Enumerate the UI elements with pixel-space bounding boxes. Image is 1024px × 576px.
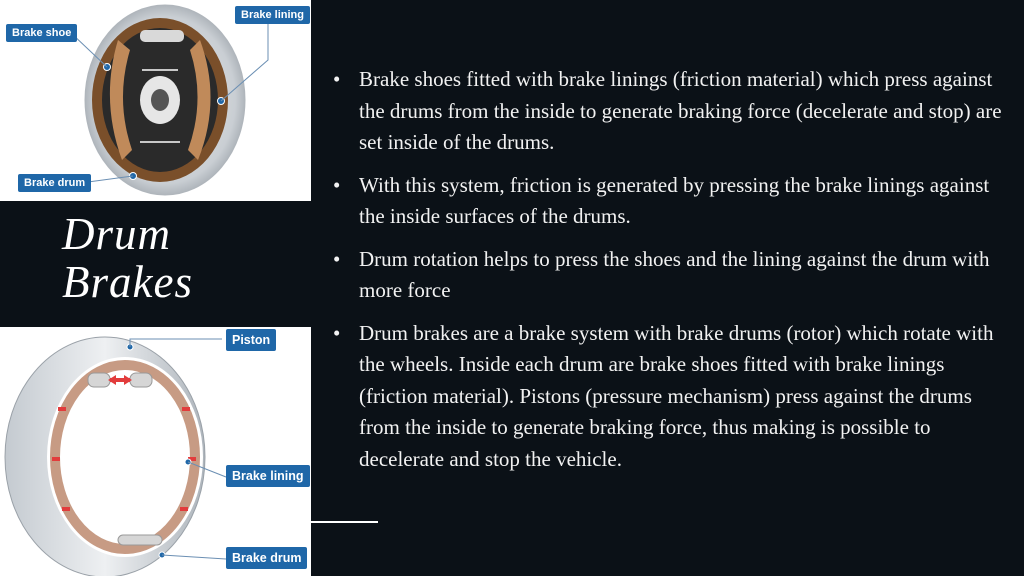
drum-piston-image: [0, 327, 311, 576]
drum-piston-illustration: [0, 327, 311, 576]
brake-lining-label: Brake lining: [235, 6, 310, 24]
bullet-list: [333, 64, 1008, 486]
piston-label: Piston: [226, 329, 276, 351]
drum-brake-assembly-image: [0, 0, 311, 201]
author-name: Milind: [268, 535, 299, 547]
brake-drum-label-bottom: Brake drum: [226, 547, 307, 569]
slide-title: [62, 210, 193, 306]
bullet-item: • With this system, friction is generated by pressing the brake linings against the inside surfaces of the drums.: [333, 170, 1008, 233]
title-line-2: Brakes: [62, 257, 193, 307]
brake-shoe-label: Brake shoe: [6, 24, 77, 42]
bullet-item: • Brake shoes fitted with brake linings (friction material) which press against the drums from the inside to generate braking force (decelerate and stop) are set inside of the drums.: [333, 64, 1008, 159]
divider-line: [311, 521, 378, 523]
bullet-item: • Drum brakes are a brake system with brake drums (rotor) which rotate with the wheels. Inside each drum are brake shoes fitted with brake linings (friction material). Pistons (pressure mechanism) press against the drums from the inside to generate braking force, thus making is possible to decelerate and stop the vehicle.: [333, 318, 1008, 476]
brake-drum-label: Brake drum: [18, 174, 91, 192]
bullet-item: • Drum rotation helps to press the shoes and the lining against the drum with more force: [333, 244, 1008, 307]
title-line-1: Drum: [62, 209, 172, 259]
brake-lining-label-bottom: Brake lining: [226, 465, 310, 487]
